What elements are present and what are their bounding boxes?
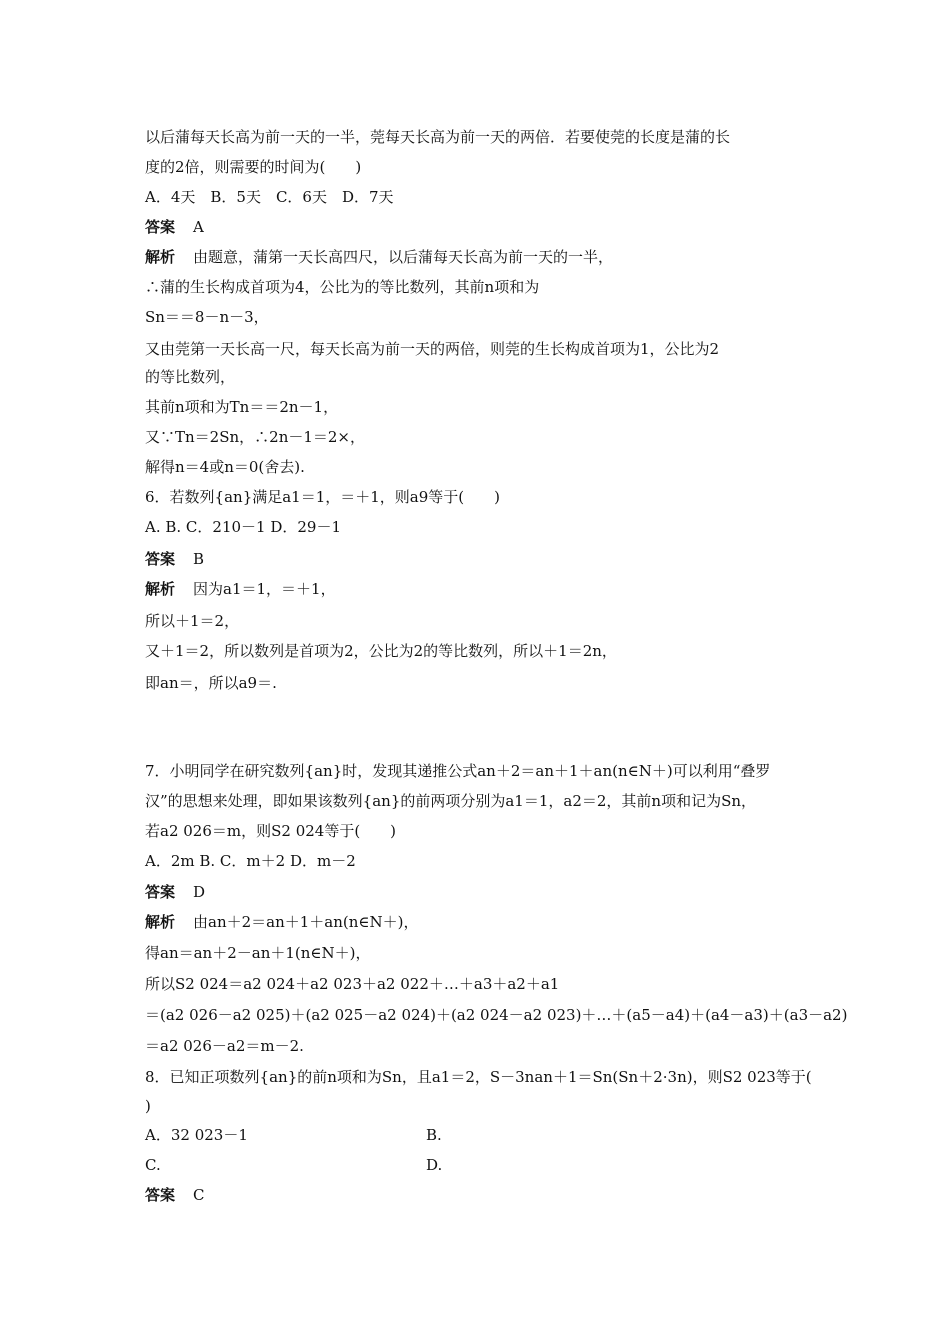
solution-label: 解析 <box>145 248 176 266</box>
answer-label: 答案 <box>145 883 176 901</box>
choices-line <box>145 1124 815 1146</box>
answer-value: B <box>193 550 205 568</box>
solution-text: 由an＋2＝an＋1＋an(n∈N＋)， <box>193 913 419 931</box>
choice-d: D. <box>426 1156 443 1174</box>
choices-line <box>145 1154 815 1176</box>
question-7: 7．小明同学在研究数列{an}时，发现其递推公式an＋2＝an＋1＋an(n∈N＋)可以利用“叠罗 <box>145 762 771 780</box>
choice-a: A．32 023－1 <box>145 1126 248 1144</box>
text-line: 的等比数列， <box>145 368 236 386</box>
formula-line: Sn＝＝8－n－3， <box>145 308 269 326</box>
answer-line <box>145 1184 815 1206</box>
answer-label: 答案 <box>145 550 176 568</box>
formula-line: ＝a2 026－a2＝m－2. <box>145 1037 304 1055</box>
answer-value: D <box>193 883 206 901</box>
choice-b: B. <box>426 1126 442 1144</box>
question-8: 8．已知正项数列{an}的前n项和为Sn，且a1＝2，S－3nan＋1＝Sn(Sn＋2·3n)，则S2 023等于( <box>145 1068 812 1086</box>
text-line: 又由莞第一天长高一尺，每天长高为前一天的两倍，则莞的生长构成首项为1，公比为2 <box>145 340 720 358</box>
solution-line <box>145 578 815 600</box>
answer-line <box>145 548 815 570</box>
formula-line: 解得n＝4或n＝0(舍去). <box>145 458 305 476</box>
formula-line: 又＋1＝2，所以数列是首项为2，公比为2的等比数列，所以＋1＝2n， <box>145 642 617 660</box>
text-line: ) <box>145 1097 151 1115</box>
text-line: 若a2 026＝m，则S2 024等于( ) <box>145 822 397 840</box>
text-line: 汉”的思想来处理，即如果该数列{an}的前两项分别为a1＝1，a2＝2，其前n项和记为Sn， <box>145 792 757 810</box>
choices-line: A．2m B. C．m＋2 D．m－2 <box>145 852 356 870</box>
solution-text: 由题意，蒲第一天长高四尺，以后蒲每天长高为前一天的一半， <box>193 248 614 266</box>
formula-line: 其前n项和为Tn＝＝2n－1， <box>145 398 339 416</box>
formula-line: ＝(a2 026－a2 025)＋(a2 025－a2 024)＋(a2 024－a2 023)＋…＋(a5－a4)＋(a4－a3)＋(a3－a2) <box>145 1006 848 1024</box>
text-line: ∴蒲的生长构成首项为4，公比为的等比数列，其前n项和为 <box>145 278 540 296</box>
choices-line: A．4天 B．5天 C．6天 D．7天 <box>145 188 394 206</box>
formula-line: 所以＋1＝2， <box>145 612 240 630</box>
solution-text: 因为a1＝1，＝＋1， <box>193 580 336 598</box>
formula-line: 得an＝an＋2－an＋1(n∈N＋)， <box>145 944 371 962</box>
solution-line <box>145 246 815 268</box>
answer-label: 答案 <box>145 1186 176 1204</box>
text-line: 度的2倍，则需要的时间为( ) <box>145 158 362 176</box>
answer-line <box>145 216 815 238</box>
answer-label: 答案 <box>145 218 176 236</box>
formula-line: 又∵Tn＝2Sn，∴2n－1＝2×， <box>145 428 366 446</box>
question-6: 6．若数列{an}满足a1＝1，＝＋1，则a9等于( ) <box>145 488 500 506</box>
solution-label: 解析 <box>145 580 176 598</box>
text-line: 以后蒲每天长高为前一天的一半，莞每天长高为前一天的两倍．若要使莞的长度是蒲的长 <box>145 128 731 146</box>
answer-value: A <box>193 218 204 236</box>
solution-line <box>145 911 815 933</box>
choice-c: C. <box>145 1156 161 1174</box>
answer-line <box>145 881 815 903</box>
choices-line: A. B. C．210－1 D．29－1 <box>145 518 342 536</box>
answer-value: C <box>193 1186 205 1204</box>
formula-line: 所以S2 024＝a2 024＋a2 023＋a2 022＋…＋a3＋a2＋a1 <box>145 975 560 993</box>
formula-line: 即an＝，所以a9＝. <box>145 674 277 692</box>
solution-label: 解析 <box>145 913 176 931</box>
